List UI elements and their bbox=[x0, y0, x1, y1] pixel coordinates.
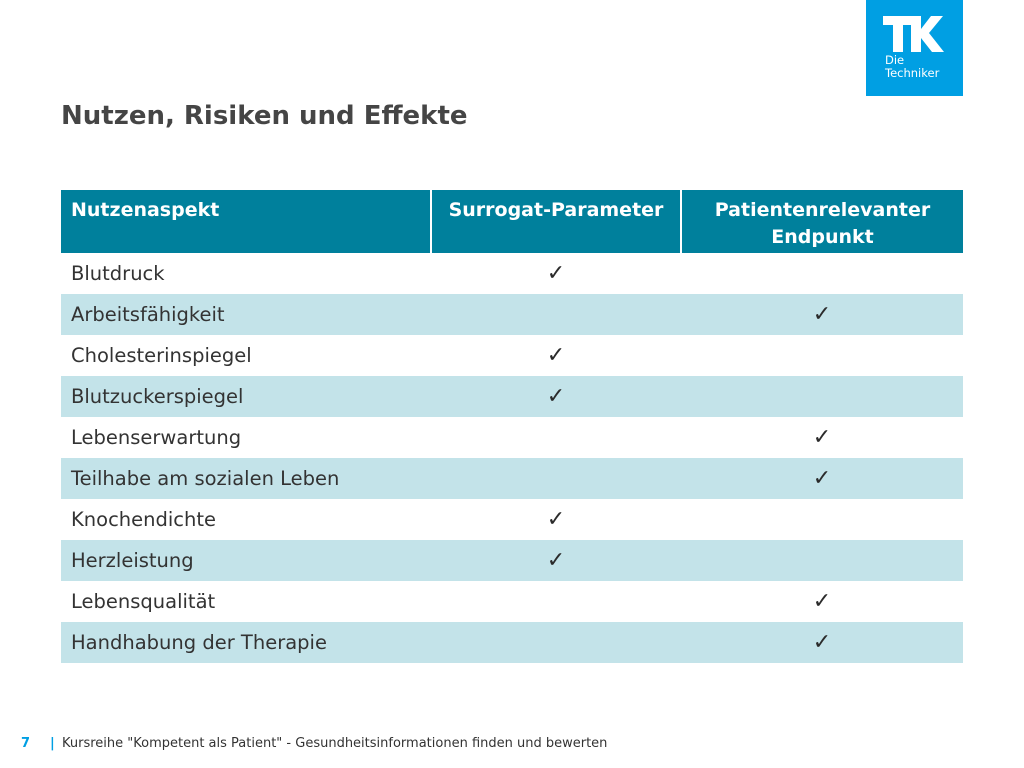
logo-text-techniker: Techniker bbox=[885, 66, 940, 80]
surrogat-check: ✓ bbox=[431, 253, 681, 294]
endpoint-check bbox=[681, 499, 963, 540]
header-nutzenaspekt: Nutzenaspekt bbox=[61, 190, 431, 253]
footer-course-text: Kursreihe "Kompetent als Patient" - Gesundheitsinformationen finden und bewerten bbox=[62, 736, 608, 751]
endpoint-check bbox=[681, 253, 963, 294]
tk-logo bbox=[866, 0, 963, 96]
surrogat-check bbox=[431, 417, 681, 458]
endpoint-check: ✓ bbox=[681, 622, 963, 663]
row-aspect-label: Lebenserwartung bbox=[61, 417, 431, 458]
endpoint-check bbox=[681, 540, 963, 581]
logo-text-die: Die bbox=[885, 53, 905, 67]
row-aspect-label: Blutzuckerspiegel bbox=[61, 376, 431, 417]
table-row bbox=[61, 417, 963, 458]
table-row bbox=[61, 376, 963, 417]
page-number: 7 bbox=[21, 736, 31, 751]
surrogat-check bbox=[431, 294, 681, 335]
surrogat-check: ✓ bbox=[431, 540, 681, 581]
row-aspect-label: Lebensqualität bbox=[61, 581, 431, 622]
surrogat-check: ✓ bbox=[431, 376, 681, 417]
table-row bbox=[61, 458, 963, 499]
table-row bbox=[61, 499, 963, 540]
endpoint-check: ✓ bbox=[681, 417, 963, 458]
row-aspect-label: Knochendichte bbox=[61, 499, 431, 540]
row-aspect-label: Arbeitsfähigkeit bbox=[61, 294, 431, 335]
row-aspect-label: Herzleistung bbox=[61, 540, 431, 581]
table-row bbox=[61, 335, 963, 376]
row-aspect-label: Cholesterinspiegel bbox=[61, 335, 431, 376]
surrogat-check: ✓ bbox=[431, 335, 681, 376]
endpoint-check bbox=[681, 376, 963, 417]
slide-title: Nutzen, Risiken und Effekte bbox=[61, 101, 468, 131]
table-row bbox=[61, 294, 963, 335]
table-row bbox=[61, 622, 963, 663]
endpoint-check: ✓ bbox=[681, 294, 963, 335]
surrogat-check: ✓ bbox=[431, 499, 681, 540]
header-surrogat-parameter: Surrogat-Parameter bbox=[431, 190, 681, 253]
row-aspect-label: Teilhabe am sozialen Leben bbox=[61, 458, 431, 499]
surrogat-check bbox=[431, 458, 681, 499]
footer-separator: | bbox=[50, 736, 55, 751]
endpoint-check: ✓ bbox=[681, 458, 963, 499]
row-aspect-label: Blutdruck bbox=[61, 253, 431, 294]
surrogat-check bbox=[431, 581, 681, 622]
header-patientenrelevanter-endpunkt: Patientenrelevanter Endpunkt bbox=[681, 190, 963, 253]
table-row bbox=[61, 253, 963, 294]
endpoint-check bbox=[681, 335, 963, 376]
surrogat-check bbox=[431, 622, 681, 663]
row-aspect-label: Handhabung der Therapie bbox=[61, 622, 431, 663]
table-header-row bbox=[61, 190, 963, 253]
table-row bbox=[61, 581, 963, 622]
tk-logo-mark-icon bbox=[883, 16, 945, 52]
table-row bbox=[61, 540, 963, 581]
benefit-table bbox=[61, 190, 963, 663]
endpoint-check: ✓ bbox=[681, 581, 963, 622]
